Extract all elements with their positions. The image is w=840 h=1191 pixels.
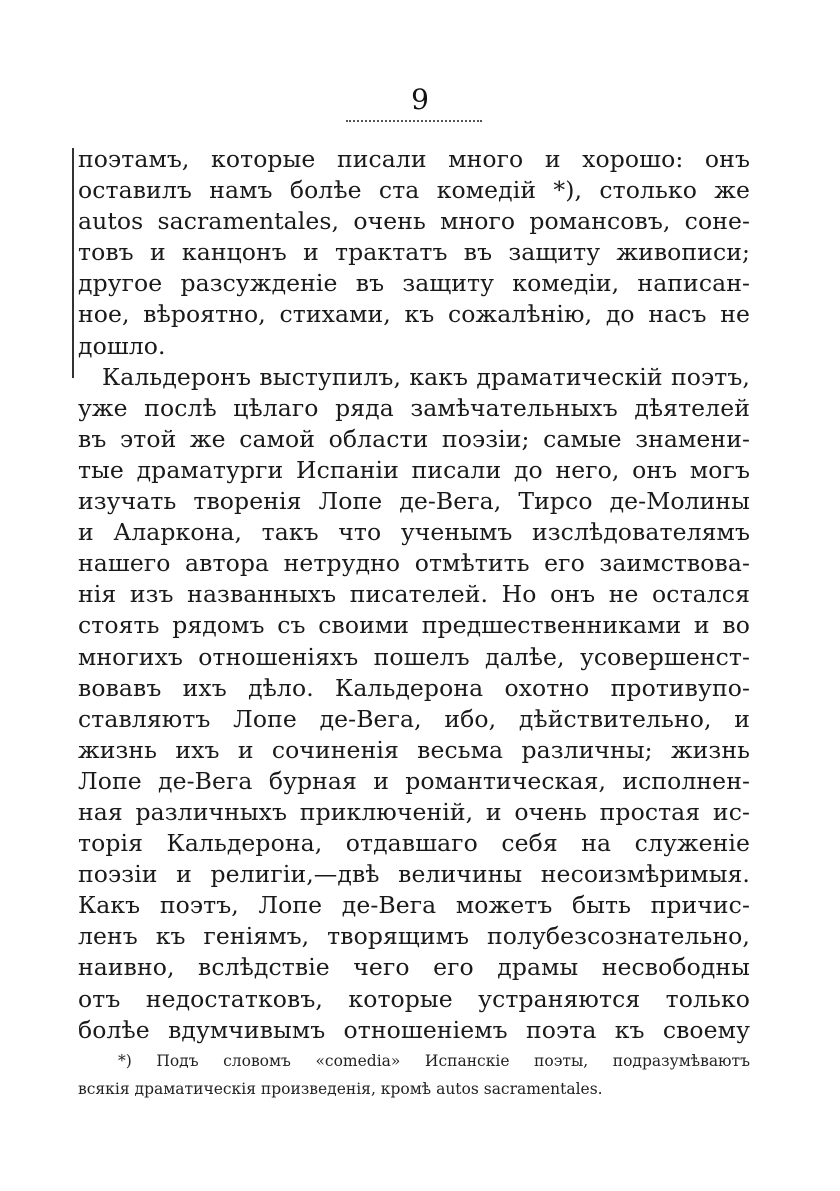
text-line: оставилъ намъ болѣе ста комедій *), столько же: [78, 176, 750, 205]
text-line: дошло.: [78, 331, 166, 360]
text-line: торія Кальдерона, отдавшаго себя на служеніе: [78, 829, 750, 858]
text-line: поэзіи и религіи,—двѣ величины несоизмѣримыя.: [78, 860, 750, 889]
text-line: стоять рядомъ съ своими предшественниками и во: [78, 611, 750, 640]
text-line: ставляютъ Лопе де-Вега, ибо, дѣйствительно, и: [78, 704, 750, 733]
text-line: autos sacramentales, очень много романсовъ, соне-: [78, 207, 750, 236]
text-line: наивно, вслѣдствіе чего его драмы несвободны: [78, 953, 750, 982]
text-line: другое разсужденіе въ защиту комедіи, написан-: [78, 269, 750, 298]
margin-mark-line: [72, 148, 74, 378]
text-line: поэтамъ, которые писали много и хорошо: онъ: [78, 145, 750, 173]
text-line: нія изъ названныхъ писателей. Но онъ не остался: [78, 580, 750, 609]
text-line: жизнь ихъ и сочиненія весьма различны; жизнь: [78, 735, 750, 764]
page-number: 9: [411, 83, 429, 116]
text-line: изучать творенія Лопе де-Вега, Тирсо де-Молины: [78, 487, 750, 516]
text-line: отъ недостатковъ, которые устраняются только: [78, 984, 750, 1013]
text-line: ная различныхъ приключеній, и очень простая ис-: [78, 797, 750, 826]
text-line: многихъ отношеніяхъ пошелъ далѣе, усовершенст-: [78, 642, 750, 671]
text-line: въ этой же самой области поэзіи; самые знамени-: [78, 424, 750, 453]
text-line: ленъ къ геніямъ, творящимъ полубезсознательно,: [78, 922, 750, 951]
footnote-line: всякія драматическія произведенія, кромѣ autos sacramentales.: [78, 1080, 603, 1098]
text-line: ное, вѣроятно, стихами, къ сожалѣнію, до насъ не: [78, 300, 750, 329]
text-line: товъ и канцонъ и трактатъ въ защиту живописи;: [78, 238, 750, 267]
text-line: Кальдеронъ выступилъ, какъ драматическій поэтъ,: [102, 362, 750, 391]
footnote: [78, 1047, 750, 1103]
footnote-line: *) Подъ словомъ «comedia» Испанскіе поэты, подразумѣваютъ: [118, 1052, 750, 1070]
body-text: [78, 144, 750, 1046]
text-line: нашего автора нетрудно отмѣтить его заимствова-: [78, 549, 750, 578]
text-line: Лопе де-Вега бурная и романтическая, исполнен-: [78, 766, 750, 795]
text-line: уже послѣ цѣлаго ряда замѣчательныхъ дѣятелей: [78, 393, 750, 422]
text-line: вовавъ ихъ дѣло. Кальдерона охотно противупо-: [78, 673, 750, 702]
text-line: и Аларкона, такъ что ученымъ изслѣдователямъ: [78, 518, 750, 547]
text-line: Какъ поэтъ, Лопе де-Вега можетъ быть причис-: [78, 891, 750, 920]
page-number-rule: [346, 120, 482, 122]
text-line: болѣе вдумчивымъ отношеніемъ поэта къ своему: [78, 1015, 750, 1044]
text-line: тые драматурги Испаніи писали до него, онъ могъ: [78, 455, 750, 484]
